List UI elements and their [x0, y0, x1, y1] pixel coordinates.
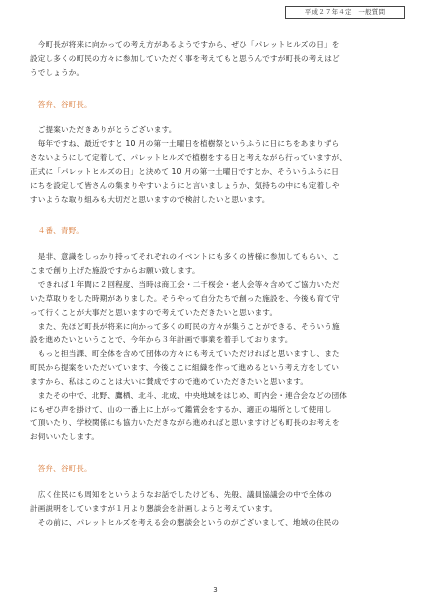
document-body: [30, 38, 404, 529]
text-line: 設定し多くの町民の方々に参加していただく事を考えてもと思うんですが町長の考えはど: [30, 53, 340, 63]
page-number: 3: [213, 586, 218, 594]
text-line: 今町長が将来に向かっての考え方があるようですから、ぜひ「パレットヒルズの日」を: [30, 40, 340, 49]
paragraph: [30, 488, 404, 530]
text-line: すいような取り組みも大切だと思いますので検討したいと思います。: [30, 194, 270, 204]
text-line: ご提案いただきありがとうございます。: [30, 125, 177, 135]
text-line: って行くことが大事だと思いますので考えていただきたいと思います。: [30, 307, 278, 317]
text-line: 毎年ですね、最近ですと 10 月の第一土曜日を植樹祭というふうに日にちをあまりずら: [30, 139, 340, 149]
text-line: こまで創り上げた施設ですからお願い致します。: [30, 266, 200, 276]
text-line: 広く住民にも周知をというようなお話でしたけども、先般、議員協議会の中で全体の: [30, 489, 333, 499]
text-line: 是非、意識をしっかり持ってそれぞれのイベントにも多くの皆様に参加してもらい、こ: [30, 252, 340, 262]
paragraph: [30, 38, 404, 80]
text-line: にもぜひ声を掛けて、山の一番上に上がって鑑賞会をするか、適正の場所として使用し: [30, 404, 332, 414]
text-line: て頂いたり、学校関係にも協力いただきながら進めればと思いますけども町長のお考えを: [30, 418, 340, 428]
text-line: またその中で、北野、鷹栖、北斗、北成、中央地域をはじめ、町内会・連合会などの団体: [30, 390, 348, 400]
text-line: うでしょうか。: [30, 67, 85, 77]
text-line: できれば１年間に２回程度、当時は商工会・二千桜会・老人会等々含めてご協力いただ: [30, 279, 340, 289]
header-label: 平成２７年４定 一般質問: [285, 6, 405, 19]
text-line: さないようにして定着して、パレットヒルズで植樹をする日と考えながら行っていますが、: [30, 153, 348, 163]
text-line: お伺いいたします。: [30, 432, 100, 442]
text-line: もっと担当課、町全体を含めて団体の方々にも考えていただければと思いますし、また: [30, 349, 340, 359]
paragraph: [30, 123, 404, 206]
paragraph: [30, 250, 404, 444]
text-line: 町民から提案をいただいています、今後ここに組織を作って進めるという考え方をしてい: [30, 363, 340, 373]
text-line: また、先ほど町長が将来に向かって多くの町民の方々が集うことができる、そういう施: [30, 321, 340, 331]
speaker-label: 答弁、谷町長。: [37, 99, 92, 109]
text-line: 設を進めたいということで、今年から３年計画で事業を着手しております。: [30, 335, 293, 345]
text-line: いた草取りをした時期がありました。そうやって自分たちで創った施設を、今後も育て守: [30, 293, 340, 303]
text-line: 正式に「パレットヒルズの日」と決めて 10 月の第一土曜日ですとか、そういうふうに日: [30, 166, 340, 176]
text-line: ますから、私はこのことは大いに賛成ですので進めていただきたいと思います。: [30, 376, 309, 386]
text-line: その前に、パレットヒルズを考える会の懇談会というのがございまして、地域の住民の: [30, 517, 340, 527]
speaker-label: 答弁、谷町長。: [37, 464, 92, 474]
text-line: 計画説明をしていますが１月より懇談会を計画しようと考えています。: [30, 503, 278, 513]
speaker-label: ４番、青野。: [37, 226, 85, 236]
text-line: にちを設定して皆さんの集まりやすいようにと言いましょうか、気持ちの中にも定着しや: [30, 180, 340, 190]
